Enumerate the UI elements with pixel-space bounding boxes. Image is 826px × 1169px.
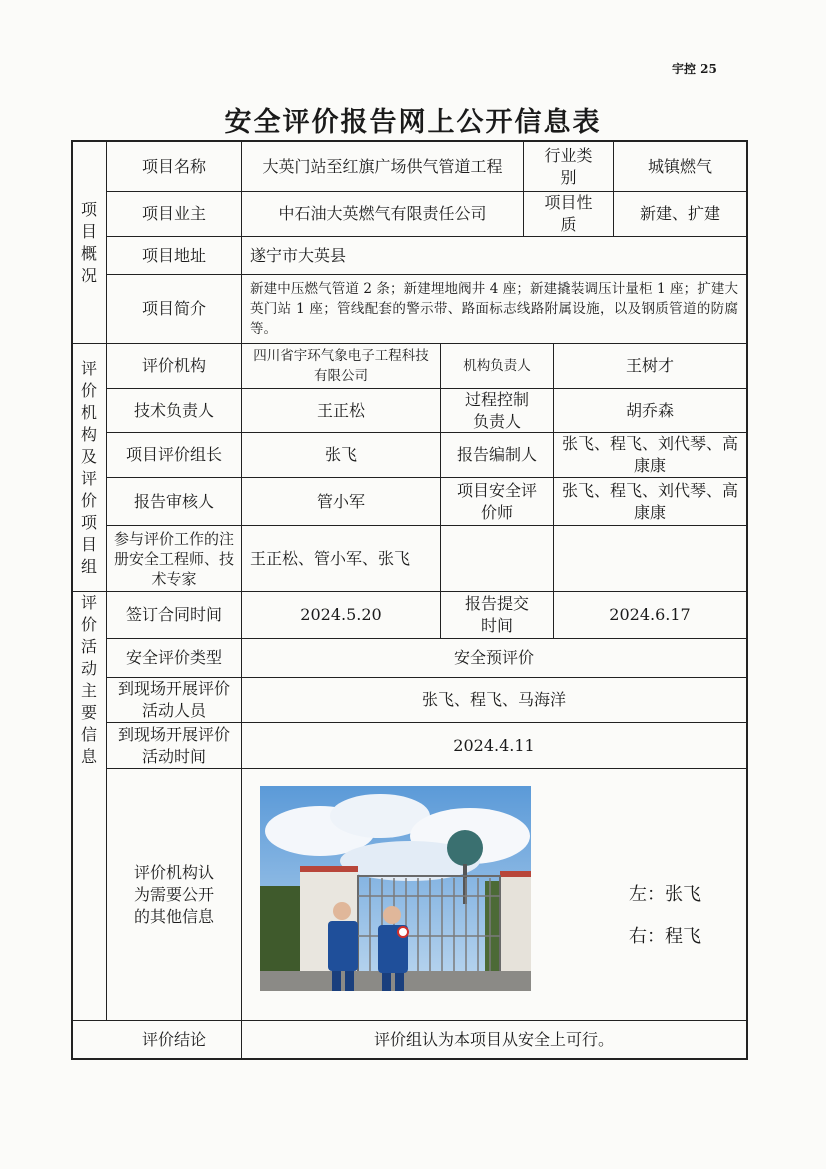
label-submit-date: 报告提交时间	[464, 594, 529, 635]
value-submit-date: 2024.6.17	[609, 605, 691, 624]
label-industry: 行业类别	[544, 145, 593, 187]
value-site-people: 张飞、程飞、马海洋	[421, 690, 566, 709]
label-safety-evaluator: 项目安全评价师	[456, 480, 537, 522]
value-nature: 新建、扩建	[639, 204, 720, 223]
label-eval-type: 安全评价类型	[125, 648, 222, 667]
value-tech-head: 王正松	[316, 400, 365, 420]
label-team-leader: 项目评价组长	[125, 445, 222, 464]
value-team-leader: 张飞	[324, 445, 357, 464]
label-report-author: 报告编制人	[456, 445, 537, 464]
value-site-time: 2024.4.11	[453, 735, 535, 755]
label-site-people: 到现场开展评价活动人员	[117, 679, 230, 720]
value-agency: 四川省宇环气象电子工程科技有限公司	[253, 348, 429, 384]
site-photo	[260, 786, 531, 991]
label-sign-date: 签订合同时间	[125, 605, 222, 624]
value-owner: 中石油大英燃气有限责任公司	[278, 204, 487, 223]
value-intro: 新建中压燃气管道 2 条；新建埋地阀井 4 座；新建撬装调压计量柜 1 座；扩建大英门站 1 座；管线配套的警示带、路面标志线路附属设施，以及钢质管道的防腐等。	[250, 281, 738, 337]
label-conclusion: 评价结论	[141, 1029, 206, 1049]
label-tech-head: 技术负责人	[133, 400, 214, 420]
section-overview: 项目概况	[80, 199, 97, 285]
page-title: 安全评价报告网上公开信息表	[224, 107, 602, 138]
value-conclusion: 评价组认为本项目从安全上可行。	[373, 1029, 614, 1049]
label-process-head: 过程控制负责人	[464, 389, 529, 431]
section-agency: 评价机构及评价项目组	[80, 358, 97, 576]
value-project-name: 大英门站至红旗广场供气管道工程	[262, 156, 503, 176]
label-project-name: 项目名称	[141, 156, 206, 176]
value-engineers: 王正松、管小军、张飞	[250, 548, 411, 568]
value-agency-head: 王树才	[625, 356, 674, 375]
photo-caption-left: 左：张飞	[629, 884, 701, 905]
value-report-author: 张飞、程飞、刘代琴、高康康	[561, 434, 738, 475]
value-sign-date: 2024.5.20	[300, 605, 382, 624]
label-other-info: 评价机构认为需要公开的其他信息	[133, 862, 214, 926]
value-process-head: 胡乔森	[625, 400, 674, 420]
value-industry: 城镇燃气	[647, 156, 712, 176]
label-agency: 评价机构	[141, 356, 206, 375]
label-intro: 项目简介	[141, 299, 206, 318]
label-owner: 项目业主	[141, 204, 206, 223]
label-address: 项目地址	[141, 245, 206, 265]
info-table	[71, 140, 747, 1059]
label-engineers: 参与评价工作的注册安全工程师、技术专家	[113, 529, 234, 588]
label-site-time: 到现场开展评价活动时间	[117, 724, 230, 766]
label-nature: 项目性质	[544, 193, 593, 234]
label-reviewer: 报告审核人	[133, 491, 214, 511]
document-code: 宇控 25	[672, 62, 717, 76]
value-eval-type: 安全预评价	[453, 648, 534, 667]
label-agency-head: 机构负责人	[463, 358, 531, 374]
value-safety-evaluator: 张飞、程飞、刘代琴、高康康	[561, 480, 738, 522]
site-photo-image	[260, 786, 531, 991]
section-activity: 评价活动主要信息	[80, 593, 97, 766]
value-reviewer: 管小军	[316, 491, 365, 511]
value-address: 遂宁市大英县	[250, 245, 347, 265]
photo-caption-right: 右：程飞	[629, 926, 701, 947]
